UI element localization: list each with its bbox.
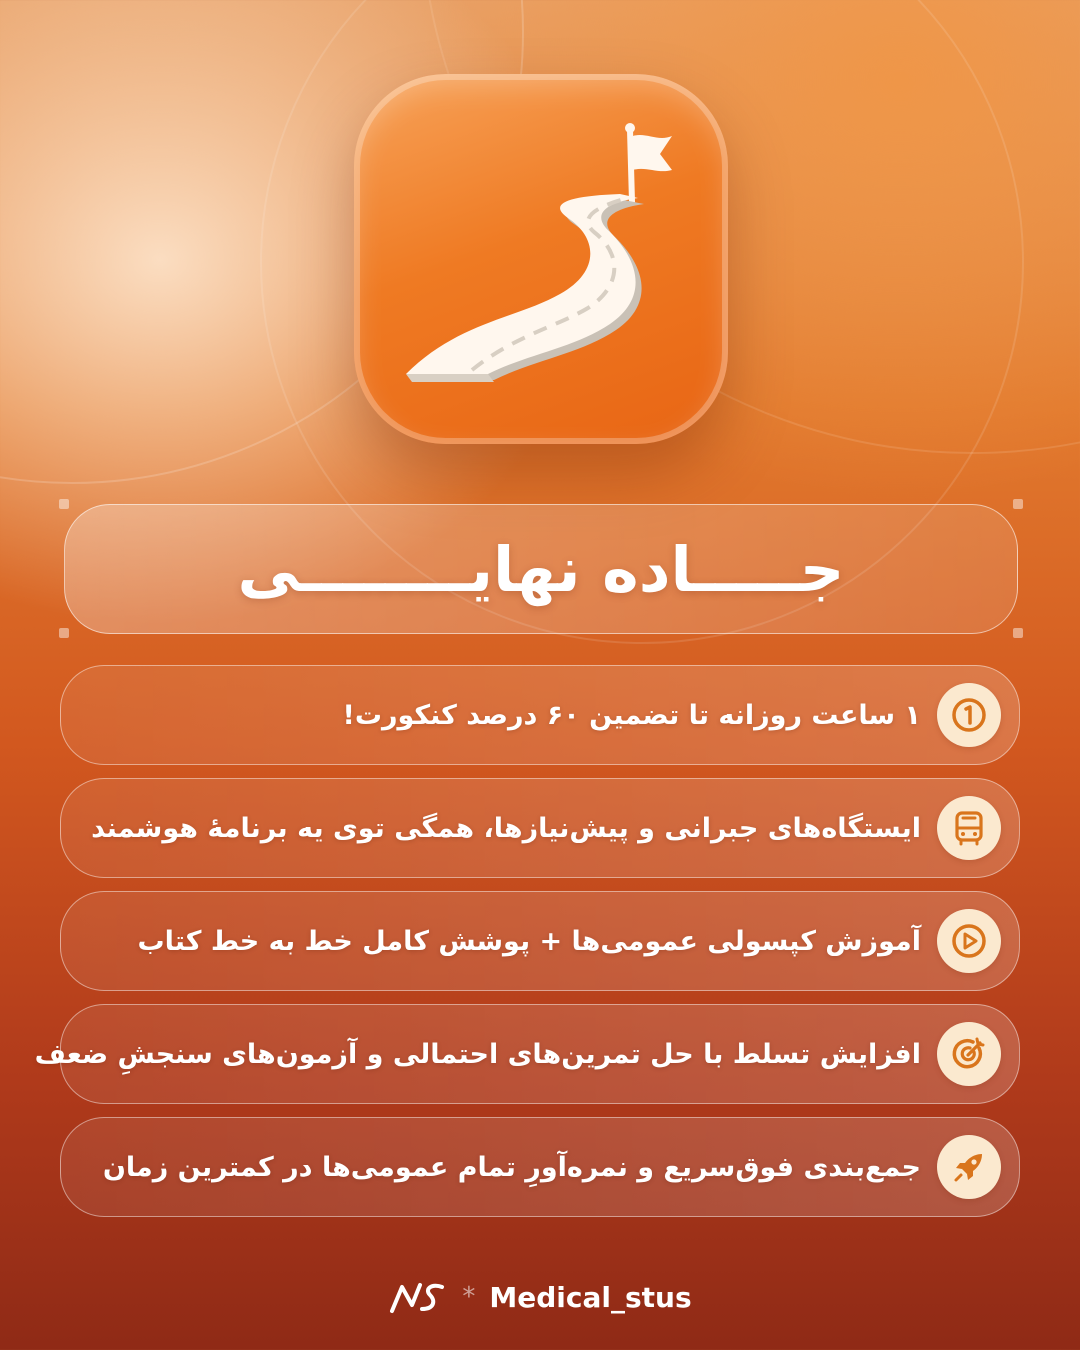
feature-item xyxy=(60,1117,1020,1217)
play-icon xyxy=(937,909,1001,973)
selection-handle xyxy=(59,499,69,509)
target-icon xyxy=(937,1022,1001,1086)
feature-item xyxy=(60,891,1020,991)
feature-text: جمع‌بندی فوق‌سریع و نمره‌آورِ تمام عمومی‌ها در کمترین زمان xyxy=(102,1151,921,1183)
feature-text: ایستگاه‌های جبرانی و پیش‌نیازها، همگی توی یه برنامهٔ هوشمند xyxy=(91,812,921,844)
clock-one-icon xyxy=(937,683,1001,747)
feature-text: ۱ ساعت روزانه تا تضمین ۶۰ درصد کنکورت! xyxy=(342,699,921,731)
feature-text: آموزش کپسولی عمومی‌ها + پوشش کامل خط به خط کتاب xyxy=(137,925,921,957)
bus-icon xyxy=(937,796,1001,860)
feature-item xyxy=(60,665,1020,765)
app-icon xyxy=(354,74,728,444)
feature-item xyxy=(34,1004,1020,1104)
feature-item xyxy=(60,778,1020,878)
selection-handle xyxy=(1013,628,1023,638)
selection-handle xyxy=(1013,499,1023,509)
feature-list xyxy=(34,665,1020,1230)
rocket-icon xyxy=(937,1135,1001,1199)
footer xyxy=(0,1272,1080,1322)
title-box xyxy=(64,504,1018,634)
ns-logo-icon xyxy=(388,1279,448,1315)
footer-handle[interactable]: Medical_stus xyxy=(489,1280,692,1314)
road-flag-icon xyxy=(354,74,728,444)
page-title: جـــــاده نهایــــــــی xyxy=(237,532,845,606)
selection-handle xyxy=(59,628,69,638)
feature-text: افزایش تسلط با حل تمرین‌های احتمالی و آزمون‌های سنجشِ ضعف xyxy=(34,1038,921,1070)
footer-separator: * xyxy=(462,1282,476,1312)
